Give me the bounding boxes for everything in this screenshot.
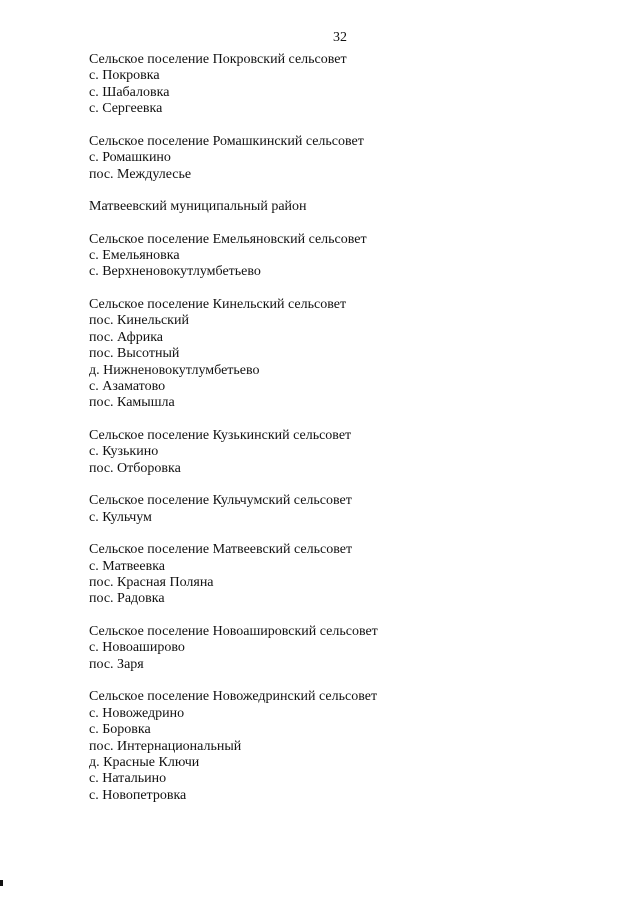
settlement-item: с. Кульчум [89, 509, 152, 525]
section-emelyanovsky [89, 232, 609, 281]
settlement-item: пос. Радовка [89, 591, 165, 607]
district-heading: Матвеевский муниципальный район [89, 199, 307, 215]
section-romashkinsky [89, 134, 609, 183]
settlement-item: с. Кузькино [89, 444, 159, 460]
section-heading: Сельское поселение Матвеевский сельсовет [89, 542, 353, 558]
section-heading: Сельское поселение Кульчумский сельсовет [89, 493, 352, 509]
section-matveevsky-district [89, 199, 609, 215]
settlement-item: с. Верхненовокутлумбетьево [89, 264, 261, 280]
section-kinelsky [89, 297, 609, 412]
settlement-item: с. Натальино [89, 771, 167, 787]
section-heading: Сельское поселение Новожедринский сельсовет [89, 689, 378, 705]
page-number: 32 [333, 30, 347, 45]
scan-artifact-mark [0, 880, 3, 886]
settlement-item: пос. Заря [89, 656, 144, 672]
settlement-item: с. Емельяновка [89, 248, 180, 264]
settlement-item: с. Ромашкино [89, 150, 171, 166]
settlement-item: пос. Африка [89, 329, 163, 345]
section-heading: Сельское поселение Кинельский сельсовет [89, 297, 347, 313]
settlement-item: с. Азаматово [89, 379, 166, 394]
settlement-item: с. Новоаширово [89, 640, 185, 656]
settlement-item: с. Сергеевка [89, 101, 163, 117]
section-pokrovsky [89, 52, 609, 118]
settlement-item: д. Нижненовокутлумбетьево [89, 362, 260, 378]
section-heading: Сельское поселение Ромашкинский сельсовет [89, 133, 364, 149]
settlement-item: с. Новожедрино [89, 705, 185, 721]
settlement-item: с. Новопетровка [89, 787, 187, 803]
settlement-item: с. Матвеевка [89, 558, 166, 574]
settlement-item: пос. Отборовка [89, 460, 181, 476]
section-heading: Сельское поселение Новоашировский сельсовет [89, 624, 378, 640]
settlement-item: д. Красные Ключи [89, 754, 200, 770]
section-heading: Сельское поселение Кузькинский сельсовет [89, 427, 352, 443]
settlement-item: с. Покровка [89, 68, 160, 84]
settlement-item: пос. Красная Поляна [89, 575, 214, 591]
section-heading: Сельское поселение Покровский сельсовет [89, 52, 347, 67]
section-kuzkinsky [89, 428, 609, 477]
section-novozhedrinsky [89, 689, 609, 804]
settlement-item: пос. Кинельский [89, 313, 189, 329]
settlement-item: с. Шабаловка [89, 84, 170, 100]
settlement-item: с. Боровка [89, 722, 151, 738]
section-kulchumsky [89, 493, 609, 526]
document-body [89, 52, 609, 820]
section-matveevsky [89, 542, 609, 608]
settlement-item: пос. Высотный [89, 346, 180, 362]
section-novoashirovsky [89, 624, 609, 673]
settlement-item: пос. Интернациональный [89, 738, 242, 754]
settlement-item: пос. Междулесье [89, 166, 192, 182]
settlement-item: пос. Камышла [89, 395, 175, 411]
section-heading: Сельское поселение Емельяновский сельсовет [89, 231, 367, 247]
